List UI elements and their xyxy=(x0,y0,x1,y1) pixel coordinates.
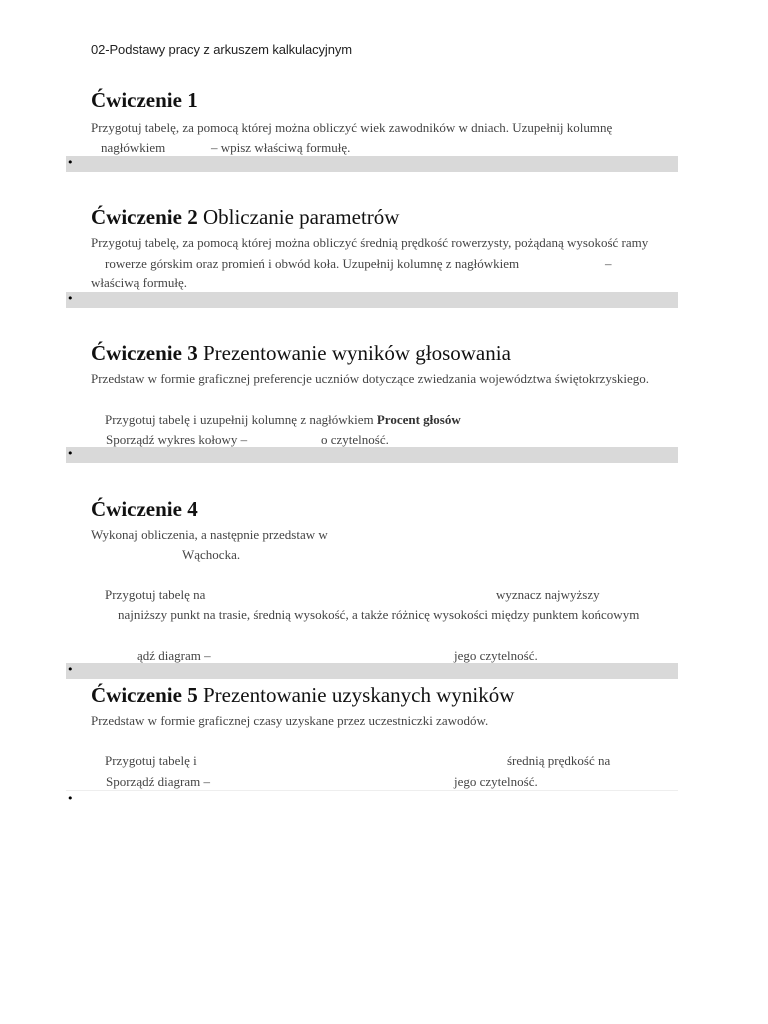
exercise-3-title-rest: Prezentowanie wyników głosowania xyxy=(197,341,511,365)
exercise-5-line-3a: Sporządź diagram – xyxy=(106,774,210,789)
exercise-5-bullet: • xyxy=(67,792,74,805)
exercise-4-line-2: Wąchocka. xyxy=(182,547,241,562)
exercise-2-line-2b: – xyxy=(605,256,612,271)
exercise-1-line-1: Przygotuj tabelę, za pomocą której można obliczyć wiek zawodników w dniach. Uzupełnij kolumnę xyxy=(91,120,613,135)
exercise-3-title-bold: Ćwiczenie 3 xyxy=(91,341,198,365)
exercise-4-line-1: Wykonaj obliczenia, a następnie przedstaw w xyxy=(91,527,328,542)
exercise-3-line-2 xyxy=(105,412,461,428)
exercise-5-title-bold: Ćwiczenie 5 xyxy=(91,683,198,707)
exercise-4-answer-band xyxy=(66,663,678,679)
exercise-4-line-4: najniższy punkt na trasie, średnią wysokość, a także różnicę wysokości między punktem końcowym xyxy=(118,607,640,622)
exercise-4-line-5b: jego czytelność. xyxy=(454,648,538,663)
exercise-5-line-3b: jego czytelność. xyxy=(454,774,538,789)
exercise-3-line-3a: Sporządź wykres kołowy – xyxy=(106,432,248,447)
exercise-1-bullet: • xyxy=(67,156,74,169)
exercise-4-line-5a: ądź diagram – xyxy=(137,648,211,663)
exercise-4-bullet: • xyxy=(67,663,74,676)
exercise-4-line-3a: Przygotuj tabelę na xyxy=(105,587,206,602)
exercise-3-line-2-bold: Procent głosów xyxy=(376,412,461,427)
exercise-1-answer-band xyxy=(66,156,678,172)
exercise-2-line-2a: rowerze górskim oraz promień i obwód koła. Uzupełnij kolumnę z nagłówkiem xyxy=(105,256,520,271)
exercise-3-line-3b: o czytelność. xyxy=(321,432,389,447)
exercise-3-bullet: • xyxy=(67,447,74,460)
exercise-3-answer-band xyxy=(66,447,678,463)
exercise-2-answer-band xyxy=(66,292,678,308)
exercise-4-title-bold: Ćwiczenie 4 xyxy=(91,497,198,521)
exercise-1-line-2a: nagłówkiem xyxy=(101,140,166,155)
exercise-5-title xyxy=(91,683,514,708)
exercise-4-title xyxy=(91,497,198,522)
exercise-1-title-bold: Ćwiczenie 1 xyxy=(91,88,198,112)
exercise-5-title-rest: Prezentowanie uzyskanych wyników xyxy=(197,683,515,707)
exercise-2-line-3: właściwą formułę. xyxy=(91,275,188,290)
exercise-5-line-2b: średnią prędkość na xyxy=(507,753,611,768)
exercise-2-title-bold: Ćwiczenie 2 xyxy=(91,205,198,229)
exercise-5-line-2a: Przygotuj tabelę i xyxy=(105,753,197,768)
page-header: 02-Podstawy pracy z arkuszem kalkulacyjnym xyxy=(91,42,352,57)
exercise-2-title xyxy=(91,205,399,230)
exercise-3-line-2-text: Przygotuj tabelę i uzupełnij kolumnę z nagłówkiem xyxy=(105,412,377,427)
exercise-3-title xyxy=(91,341,511,366)
exercise-2-line-1: Przygotuj tabelę, za pomocą której można obliczyć średnią prędkość rowerzysty, pożądaną wysokość ramy xyxy=(91,235,649,250)
exercise-1-title xyxy=(91,88,198,113)
exercise-2-bullet: • xyxy=(67,292,74,305)
exercise-5-line-1: Przedstaw w formie graficznej czasy uzyskane przez uczestniczki zawodów. xyxy=(91,713,489,728)
exercise-5-answer-band xyxy=(66,790,678,792)
exercise-3-line-1: Przedstaw w formie graficznej preferencje uczniów dotyczące zwiedzania województwa świętokrzyskiego. xyxy=(91,371,650,386)
exercise-2-title-rest: Obliczanie parametrów xyxy=(197,205,400,229)
exercise-4-line-3b: wyznacz najwyższy xyxy=(496,587,600,602)
exercise-1-line-2b: – wpisz właściwą formułę. xyxy=(211,140,351,155)
